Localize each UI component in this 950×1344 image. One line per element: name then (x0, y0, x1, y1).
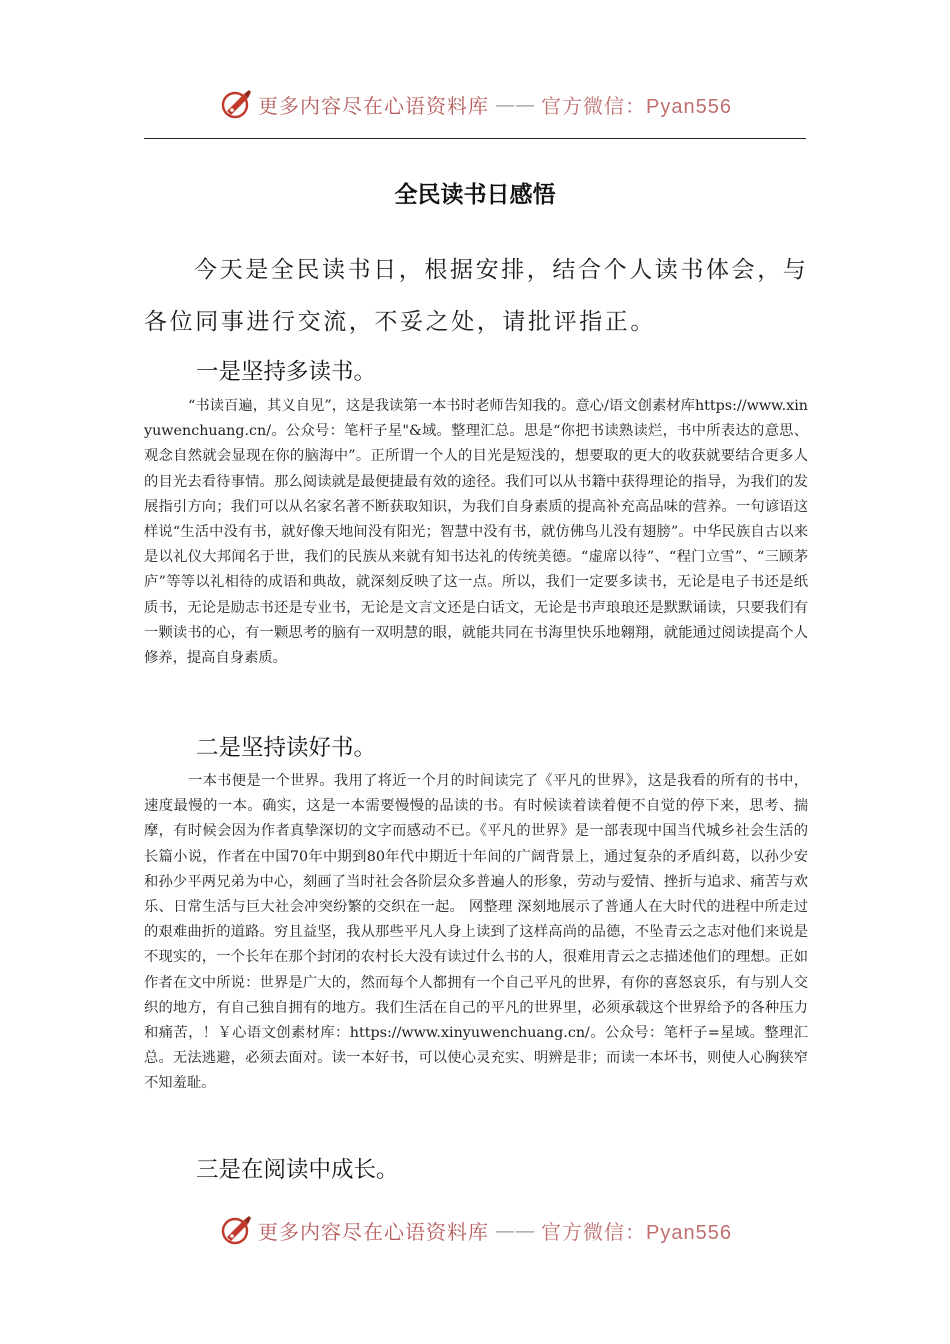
intro-paragraph: 今天是全民读书日，根据安排，结合个人读书体会，与各位同事进行交流，不妥之处，请批评指正。 (144, 257, 809, 335)
banner-separator: —— (495, 92, 536, 116)
section-heading-1: 一是坚持多读书。 (196, 359, 377, 385)
footer-banner-content (218, 1212, 732, 1248)
banner-wechat-id: Pyan556 (646, 95, 732, 118)
document-title: 全民读书日感悟 (394, 182, 556, 208)
banner-wechat-id: Pyan556 (646, 1221, 732, 1244)
banner-slogan: 更多内容尽在心语资料库 (258, 1219, 490, 1244)
section-heading-2: 二是坚持读好书。 (196, 735, 377, 761)
header-divider (144, 138, 806, 139)
header-banner (0, 82, 950, 126)
banner-wechat-label (541, 90, 732, 119)
header-banner-content (218, 86, 732, 122)
pen-nib-logo-icon (218, 86, 254, 122)
banner-separator: —— (495, 1218, 536, 1242)
section-heading-3: 三是在阅读中成长。 (196, 1157, 399, 1183)
section-body-2: 一本书便是一个世界。我用了将近一个月的时间读完了《平凡的世界》，这是我看的所有的书中，速度最慢的一本。确实，这是一本需要慢慢的品读的书。有时候读着读着便不自觉的停下来，思考、揣摩，有时候会因为作者真挚深切的文字而感动不已。《平凡的世界》是一部表现中国当代城乡社会生活的长篇小说，作者在中国70年中期到80年代中期近十年间的广阔背景上，通过复杂的矛盾纠葛，以孙少安和孙少平两兄弟为中心，刻画了当时社会各阶层众多普遍人的形象，劳动与爱情、挫折与追求、痛苦与欢乐、日常生活与巨大社会冲突纷繁的交织在一起。 网整理 深刻地展示了普通人在大时代的进程中所走过的艰难曲折的道路。穷且益坚，我从那些平凡人身上读到了这样高尚的品德，不坠青云之志对他们来说是不现实的，一个长年在那个封闭的农村长大没有读过什么书的人，很难用青云之志描述他们的理想。正如作者在文中所说：世界是广大的，然而每个人都拥有一个自己平凡的世界，有你的喜怒哀乐，有与别人交织的地方，有自己独自拥有的地方。我们生活在自己的平凡的世界里，必须承载这个世界给予的各种压力和痛苦，！￥心语文创素材库：https://www.xinyuwenchuang.cn/。公众号：笔杆子=星域。整理汇总。无法逃避，必须去面对。读一本好书，可以使心灵充实、明辨是非；而读一本坏书，则使人心胸狭窄不知羞耻。 (144, 773, 808, 1092)
banner-wechat-label (541, 1216, 732, 1245)
pen-nib-logo-icon (218, 1212, 254, 1248)
banner-wechat-prefix: 官方微信： (541, 1219, 647, 1244)
section-body-1: “书读百遍，其义自见”，这是我读第一本书时老师告知我的。意心/语文创素材库https://www.xinyuwenchuang.cn/。公众号：笔杆子星"&域。整理汇总。思是“你把书读熟读烂，书中所表达的意思、观念自然就会显现在你的脑海中”。正所谓一个人的目光是短浅的，想要取的更大的收获就要结合更多人的目光去看待事情。那么阅读就是最便捷最有效的途径。我们可以从书籍中获得理论的指导，为我们的发展指引方向；我们可以从名家名著不断获取知识，为我们自身素质的提高补充高品味的营养。一句谚语这样说“生活中没有书，就好像天地间没有阳光；智慧中没有书，就仿佛鸟儿没有翅膀”。中华民族自古以来是以礼仪大邦闻名于世，我们的民族从来就有知书达礼的传统美德。“虚席以待”、“程门立雪”、“三顾茅庐”等等以礼相待的成语和典故，就深刻反映了这一点。所以，我们一定要多读书，无论是电子书还是纸质书，无论是励志书还是专业书，无论是文言文还是白话文，无论是书声琅琅还是默默诵读，只要我们有一颗读书的心，有一颗思考的脑有一双明慧的眼，就能共同在书海里快乐地翱翔，就能通过阅读提高个人修养，提高自身素质。 (144, 398, 808, 667)
banner-wechat-prefix: 官方微信： (541, 93, 647, 118)
footer-banner (0, 1208, 950, 1252)
banner-slogan: 更多内容尽在心语资料库 (258, 93, 490, 118)
